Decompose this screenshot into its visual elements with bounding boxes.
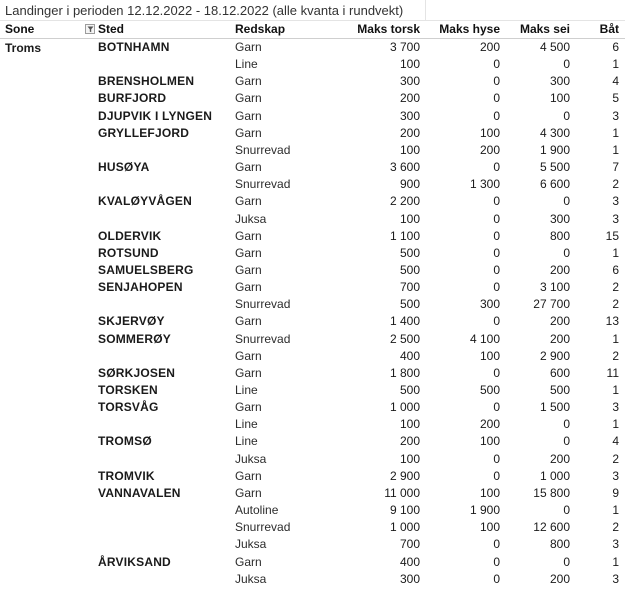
maks-hyse-value: 0 <box>493 365 500 380</box>
column-header-maks-hyse[interactable]: Maks hyse <box>439 22 500 36</box>
maks-hyse-value: 0 <box>493 160 500 175</box>
maks-sei-value: 300 <box>549 211 570 226</box>
gear-type: Garn <box>235 228 262 243</box>
maks-sei-value: 100 <box>549 91 570 106</box>
table-row <box>0 39 625 56</box>
table-row <box>0 211 625 228</box>
bat-count: 4 <box>612 434 619 449</box>
place-name: HUSØYA <box>98 160 150 175</box>
maks-sei-value: 200 <box>549 571 570 586</box>
maks-hyse-value: 0 <box>493 554 500 569</box>
maks-sei-value: 0 <box>563 417 570 432</box>
maks-sei-value: 800 <box>549 537 570 552</box>
gear-type: Garn <box>235 554 262 569</box>
filter-icon[interactable] <box>85 24 95 34</box>
place-name: TORSVÅG <box>98 400 159 415</box>
table-row <box>0 108 625 125</box>
maks-sei-value: 0 <box>563 554 570 569</box>
gear-type: Garn <box>235 91 262 106</box>
maks-hyse-value: 0 <box>493 108 500 123</box>
place-name: BURFJORD <box>98 91 167 106</box>
maks-sei-value: 4 500 <box>539 40 570 54</box>
place-name: TROMVIK <box>98 468 155 483</box>
maks-sei-value: 200 <box>549 314 570 329</box>
maks-hyse-value: 0 <box>493 57 500 72</box>
bat-count: 2 <box>612 520 619 535</box>
table-row <box>0 73 625 90</box>
gear-type: Juksa <box>235 451 267 466</box>
zone-label: Troms <box>5 41 42 55</box>
maks-torsk-value: 3 600 <box>389 160 420 175</box>
maks-sei-value: 0 <box>563 503 570 518</box>
table-row <box>0 279 625 296</box>
maks-hyse-value: 500 <box>479 383 500 397</box>
table-row <box>0 142 625 159</box>
maks-sei-value: 0 <box>563 194 570 209</box>
gear-type: Juksa <box>235 537 267 552</box>
table-row <box>0 348 625 365</box>
table-row <box>0 331 625 348</box>
bat-count: 1 <box>612 142 619 157</box>
maks-torsk-value: 200 <box>399 434 420 449</box>
bat-count: 5 <box>612 91 619 106</box>
place-name: SKJERVØY <box>98 314 165 329</box>
table-row <box>0 159 625 176</box>
gear-type: Line <box>235 417 258 432</box>
maks-hyse-value: 0 <box>493 91 500 106</box>
table-row <box>0 90 625 107</box>
place-name: SOMMERØY <box>98 331 171 346</box>
maks-hyse-value: 0 <box>493 451 500 466</box>
maks-hyse-value: 0 <box>493 211 500 226</box>
column-header-redskap[interactable]: Redskap <box>235 22 286 36</box>
bat-count: 15 <box>605 228 619 243</box>
bat-count: 3 <box>612 571 619 586</box>
place-name: ÅRVIKSAND <box>98 554 171 569</box>
maks-sei-value: 200 <box>549 331 570 346</box>
table-row <box>0 502 625 519</box>
maks-hyse-value: 100 <box>479 520 500 535</box>
bat-count: 2 <box>612 297 619 312</box>
gear-type: Garn <box>235 348 262 363</box>
place-name: OLDERVIK <box>98 228 162 243</box>
gear-type: Line <box>235 434 258 449</box>
gear-type: Snurrevad <box>235 331 291 346</box>
maks-torsk-value: 100 <box>399 211 420 226</box>
bat-count: 6 <box>612 40 619 54</box>
maks-torsk-value: 11 000 <box>384 485 420 500</box>
gear-type: Juksa <box>235 571 267 586</box>
maks-torsk-value: 700 <box>399 537 420 552</box>
maks-hyse-value: 0 <box>493 74 500 89</box>
table-row <box>0 56 625 73</box>
gear-type: Garn <box>235 125 262 140</box>
maks-torsk-value: 300 <box>399 108 420 123</box>
maks-sei-value: 200 <box>549 451 570 466</box>
bat-count: 1 <box>612 57 619 72</box>
maks-sei-value: 800 <box>549 228 570 243</box>
table-row <box>0 571 625 588</box>
place-name: KVALØYVÅGEN <box>98 194 192 209</box>
maks-torsk-value: 1 100 <box>389 228 420 243</box>
bat-count: 3 <box>612 400 619 415</box>
gear-type: Snurrevad <box>235 142 291 157</box>
place-name: BRENSHOLMEN <box>98 74 195 89</box>
table-row <box>0 536 625 553</box>
maks-torsk-value: 500 <box>399 383 420 397</box>
place-name: ROTSUND <box>98 245 159 260</box>
maks-hyse-value: 0 <box>493 280 500 295</box>
maks-torsk-value: 900 <box>399 177 420 192</box>
table-row <box>0 399 625 416</box>
maks-hyse-value: 4 100 <box>469 331 500 346</box>
table-row <box>0 382 625 399</box>
maks-hyse-value: 0 <box>493 194 500 209</box>
maks-hyse-value: 0 <box>493 571 500 586</box>
maks-hyse-value: 0 <box>493 245 500 260</box>
bat-count: 1 <box>612 503 619 518</box>
table-row <box>0 245 625 262</box>
maks-sei-value: 600 <box>549 365 570 380</box>
report-title: Landinger i perioden 12.12.2022 - 18.12.2022 (alle kvanta i rundvekt) <box>5 3 404 18</box>
table-row <box>0 313 625 330</box>
maks-sei-value: 15 800 <box>533 485 570 500</box>
place-name: DJUPVIK I LYNGEN <box>98 108 213 123</box>
maks-hyse-value: 1 300 <box>469 177 500 192</box>
maks-torsk-value: 500 <box>399 245 420 260</box>
gear-type: Garn <box>235 314 262 329</box>
bat-count: 1 <box>612 245 619 260</box>
maks-torsk-value: 100 <box>399 142 420 157</box>
maks-hyse-value: 0 <box>493 228 500 243</box>
maks-sei-value: 1 000 <box>539 468 570 483</box>
maks-sei-value: 3 100 <box>539 280 570 295</box>
maks-torsk-value: 2 500 <box>389 331 420 346</box>
maks-torsk-value: 500 <box>399 297 420 312</box>
bat-count: 2 <box>612 348 619 363</box>
bat-count: 6 <box>612 262 619 277</box>
table-row <box>0 125 625 142</box>
maks-sei-value: 5 500 <box>539 160 570 175</box>
gear-type: Snurrevad <box>235 520 291 535</box>
place-name: SENJAHOPEN <box>98 280 183 295</box>
bat-count: 1 <box>612 331 619 346</box>
maks-torsk-value: 1 400 <box>389 314 420 329</box>
bat-count: 1 <box>612 125 619 140</box>
title-divider <box>425 0 426 20</box>
bat-count: 4 <box>612 74 619 89</box>
bat-count: 1 <box>612 383 619 397</box>
gear-type: Garn <box>235 280 262 295</box>
maks-sei-value: 500 <box>549 383 570 397</box>
table-row <box>0 193 625 210</box>
maks-sei-value: 0 <box>563 245 570 260</box>
table-row <box>0 433 625 450</box>
table-row <box>0 554 625 571</box>
maks-sei-value: 1 500 <box>539 400 570 415</box>
maks-hyse-value: 100 <box>479 125 500 140</box>
bat-count: 2 <box>612 177 619 192</box>
place-name: SAMUELSBERG <box>98 262 194 277</box>
bat-count: 11 <box>606 365 619 380</box>
maks-torsk-value: 100 <box>399 417 420 432</box>
place-name: BOTNHAMN <box>98 40 170 54</box>
place-name: GRYLLEFJORD <box>98 125 190 140</box>
gear-type: Garn <box>235 485 262 500</box>
maks-sei-value: 200 <box>549 262 570 277</box>
maks-sei-value: 0 <box>563 434 570 449</box>
column-header-sted[interactable]: Sted <box>98 22 125 36</box>
maks-hyse-value: 200 <box>479 142 500 157</box>
maks-torsk-value: 200 <box>399 125 420 140</box>
maks-hyse-value: 1 900 <box>469 503 500 518</box>
maks-torsk-value: 1 000 <box>389 520 420 535</box>
column-header-maks-torsk[interactable]: Maks torsk <box>357 22 420 36</box>
maks-torsk-value: 9 100 <box>389 503 420 518</box>
maks-hyse-value: 200 <box>479 40 500 54</box>
gear-type: Garn <box>235 262 262 277</box>
maks-hyse-value: 0 <box>493 537 500 552</box>
maks-hyse-value: 200 <box>479 417 500 432</box>
maks-hyse-value: 0 <box>493 468 500 483</box>
table-row <box>0 176 625 193</box>
bat-count: 3 <box>612 537 619 552</box>
maks-torsk-value: 400 <box>399 348 420 363</box>
maks-sei-value: 1 900 <box>539 142 570 157</box>
maks-sei-value: 0 <box>563 57 570 72</box>
maks-torsk-value: 500 <box>399 262 420 277</box>
maks-sei-value: 300 <box>549 74 570 89</box>
maks-torsk-value: 100 <box>399 57 420 72</box>
column-header-sone[interactable]: Sone <box>5 22 35 36</box>
table-row <box>0 519 625 536</box>
bat-count: 3 <box>612 211 619 226</box>
maks-hyse-value: 0 <box>493 400 500 415</box>
place-name: VANNAVALEN <box>98 485 181 500</box>
bat-count: 9 <box>612 485 619 500</box>
maks-torsk-value: 2 900 <box>389 468 420 483</box>
maks-sei-value: 12 600 <box>533 520 570 535</box>
maks-sei-value: 4 300 <box>539 125 570 140</box>
gear-type: Garn <box>235 108 262 123</box>
table-row <box>0 416 625 433</box>
table-row <box>0 468 625 485</box>
place-name: TORSKEN <box>98 383 158 397</box>
bat-count: 3 <box>612 194 619 209</box>
gear-type: Snurrevad <box>235 177 291 192</box>
bat-count: 2 <box>612 451 619 466</box>
gear-type: Garn <box>235 160 262 175</box>
table-row <box>0 296 625 313</box>
table-row <box>0 485 625 502</box>
maks-sei-value: 6 600 <box>539 177 570 192</box>
maks-torsk-value: 2 200 <box>389 194 420 209</box>
gear-type: Garn <box>235 365 262 380</box>
maks-hyse-value: 0 <box>493 262 500 277</box>
gear-type: Line <box>235 57 258 72</box>
maks-sei-value: 27 700 <box>533 297 570 312</box>
bat-count: 7 <box>612 160 619 175</box>
bat-count: 3 <box>612 468 619 483</box>
column-header-bat[interactable]: Båt <box>599 22 619 36</box>
gear-type: Garn <box>235 40 262 54</box>
gear-type: Snurrevad <box>235 297 291 312</box>
bat-count: 2 <box>612 280 619 295</box>
gear-type: Garn <box>235 468 262 483</box>
bat-count: 13 <box>605 314 619 329</box>
maks-torsk-value: 3 700 <box>389 40 420 54</box>
maks-torsk-value: 400 <box>399 554 420 569</box>
maks-torsk-value: 300 <box>399 74 420 89</box>
maks-torsk-value: 1 800 <box>389 365 420 380</box>
gear-type: Garn <box>235 194 262 209</box>
table-row <box>0 228 625 245</box>
maks-torsk-value: 1 000 <box>389 400 420 415</box>
maks-hyse-value: 100 <box>479 434 500 449</box>
maks-torsk-value: 200 <box>399 91 420 106</box>
place-name: SØRKJOSEN <box>98 365 176 380</box>
bat-count: 1 <box>612 554 619 569</box>
gear-type: Garn <box>235 74 262 89</box>
column-header-maks-sei[interactable]: Maks sei <box>519 22 570 36</box>
maks-sei-value: 2 900 <box>539 348 570 363</box>
maks-hyse-value: 0 <box>493 314 500 329</box>
gear-type: Garn <box>235 400 262 415</box>
gear-type: Line <box>235 383 258 397</box>
gear-type: Garn <box>235 245 262 260</box>
bat-count: 3 <box>612 108 619 123</box>
table-row <box>0 262 625 279</box>
maks-hyse-value: 100 <box>479 485 500 500</box>
maks-hyse-value: 100 <box>479 348 500 363</box>
maks-torsk-value: 100 <box>399 451 420 466</box>
maks-torsk-value: 700 <box>399 280 420 295</box>
place-name: TROMSØ <box>98 434 152 449</box>
table-row <box>0 451 625 468</box>
maks-torsk-value: 300 <box>399 571 420 586</box>
bat-count: 1 <box>612 417 619 432</box>
report-title-bar <box>0 0 625 21</box>
maks-hyse-value: 300 <box>479 297 500 312</box>
gear-type: Autoline <box>235 503 279 518</box>
maks-sei-value: 0 <box>563 108 570 123</box>
gear-type: Juksa <box>235 211 267 226</box>
table-row <box>0 365 625 382</box>
